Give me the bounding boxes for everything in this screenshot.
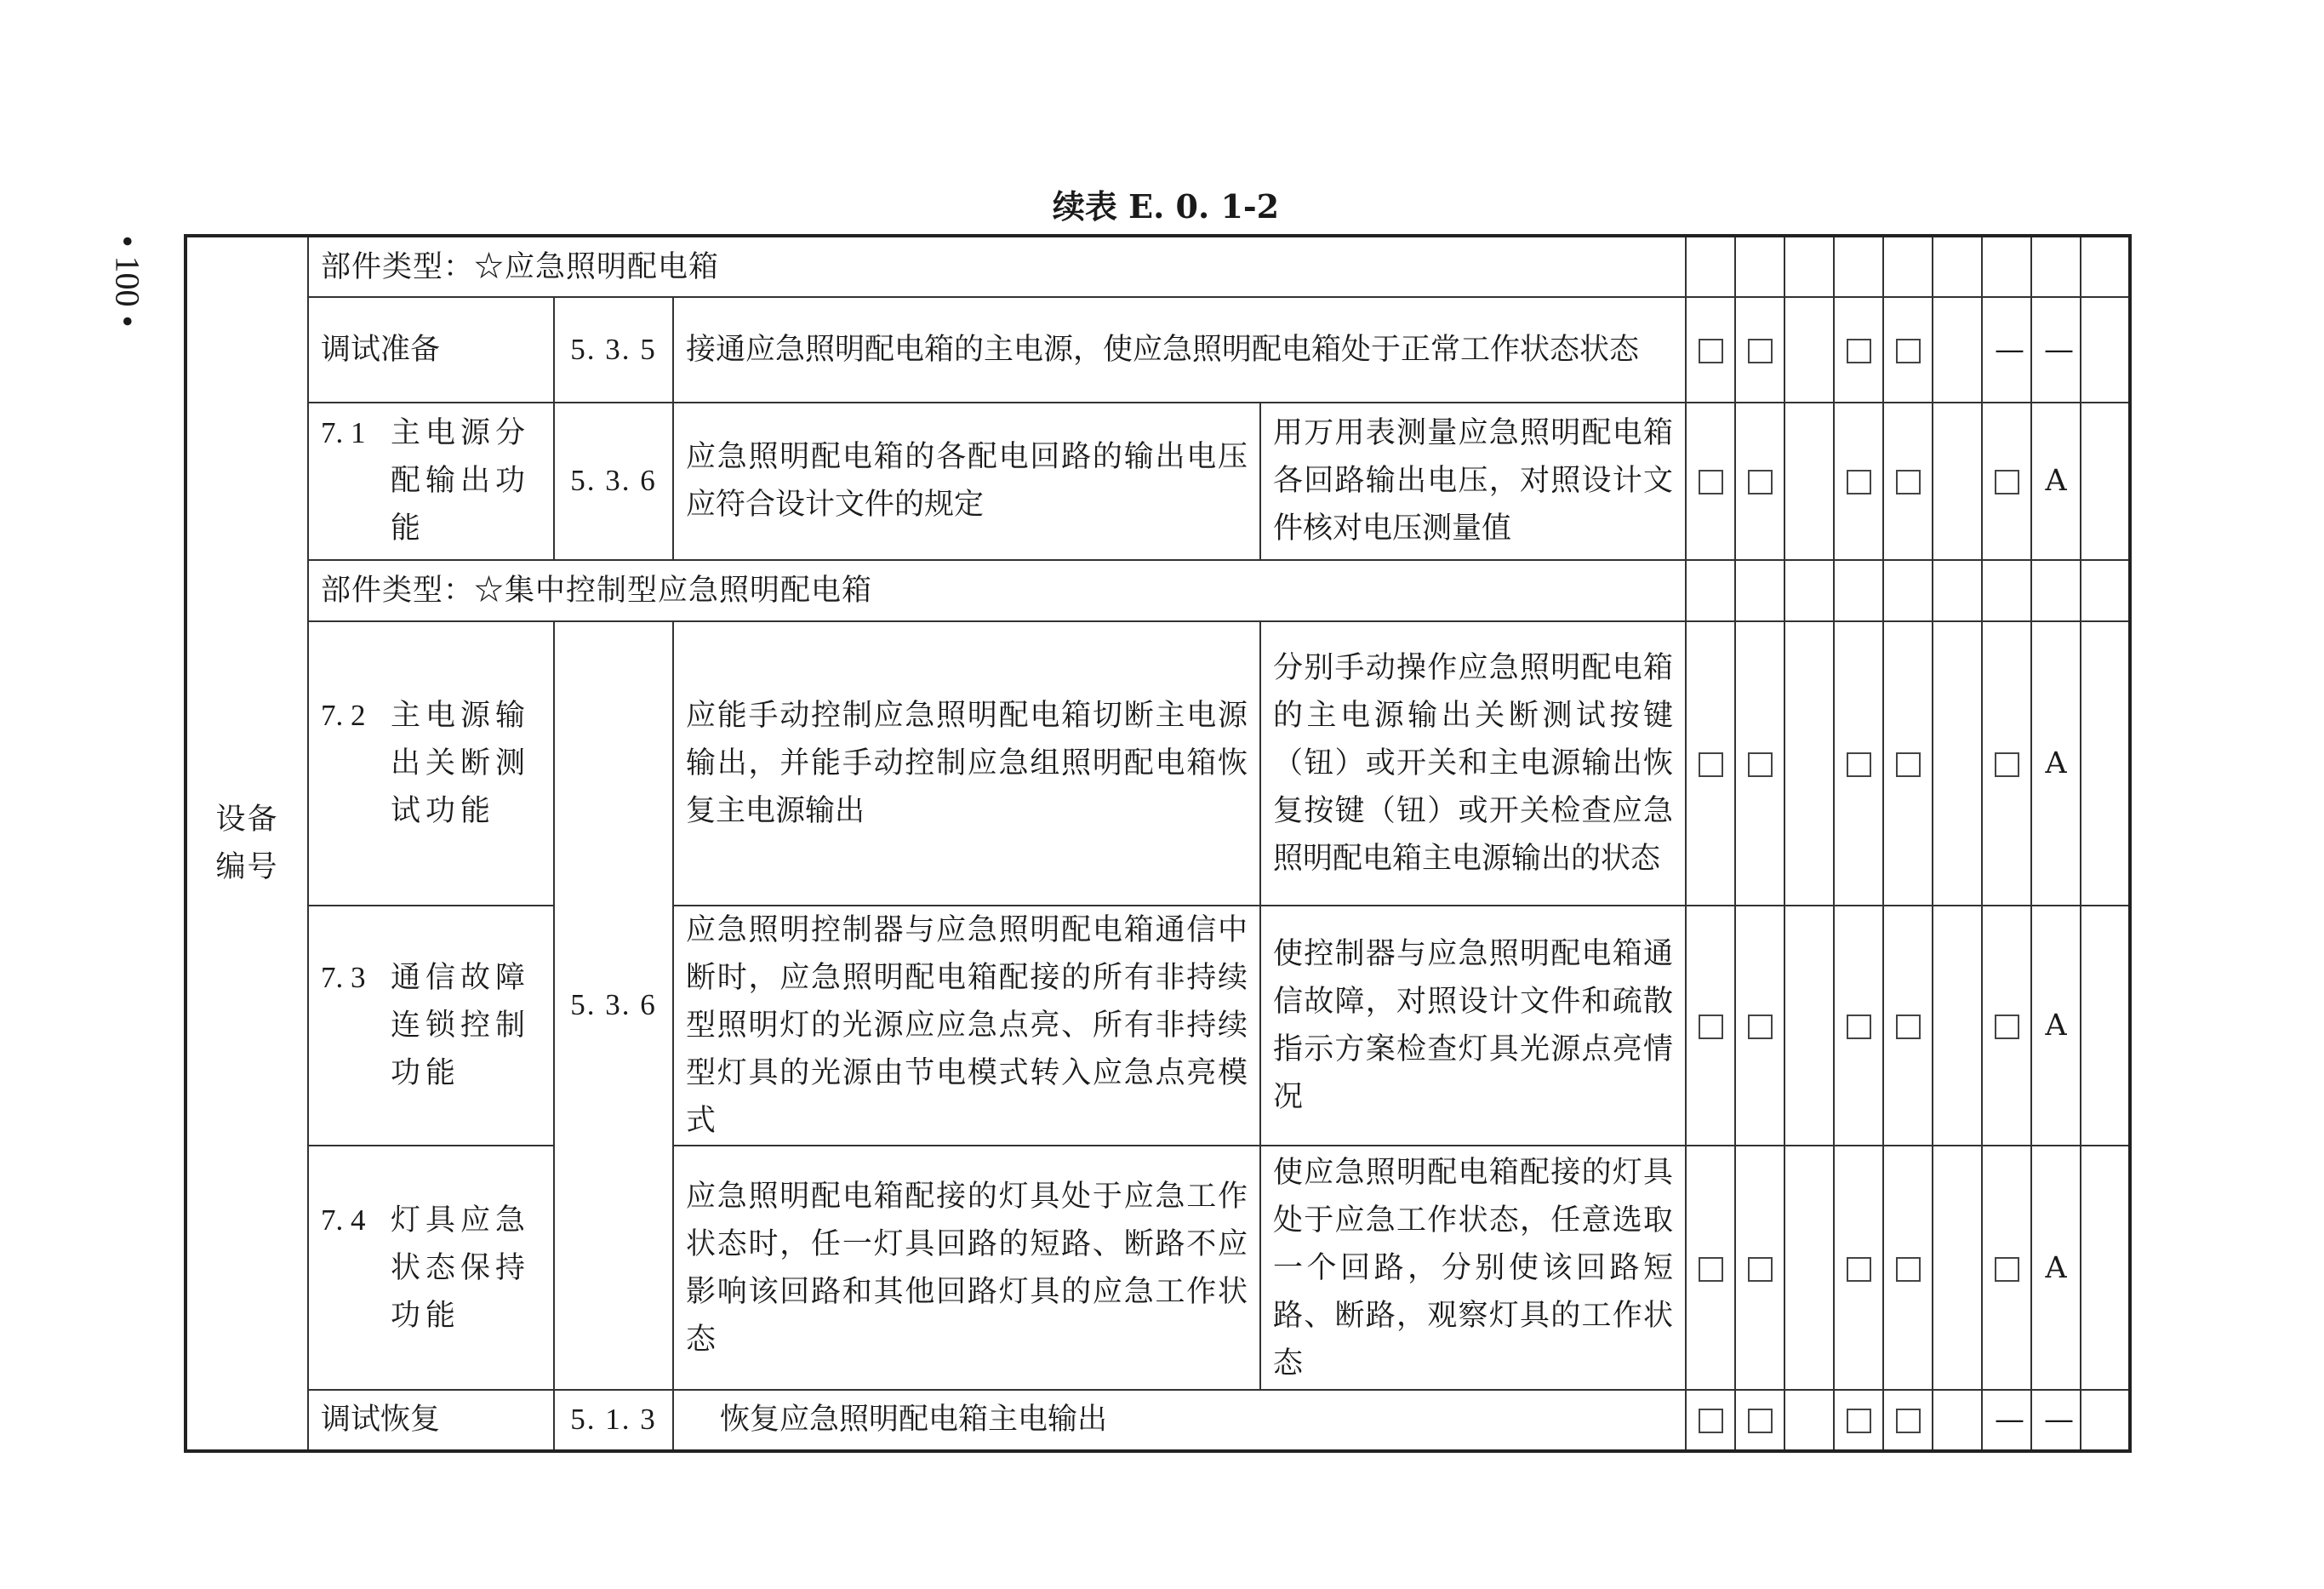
checkbox[interactable] — [1995, 752, 2019, 777]
blank-cell — [1834, 236, 1883, 297]
checkbox[interactable] — [1847, 470, 1871, 494]
clause-cell — [308, 621, 554, 906]
checkbox-cell[interactable] — [1982, 621, 2031, 906]
blank-cell — [2031, 236, 2081, 297]
checkbox-cell[interactable] — [1834, 1390, 1883, 1451]
table-row-7-3 — [186, 906, 2130, 1146]
clause-cell — [308, 403, 554, 559]
blank-cell — [2081, 906, 2130, 1146]
equipment-number-label — [186, 236, 308, 1451]
checkbox-cell[interactable] — [1883, 906, 1933, 1146]
checkbox[interactable] — [1748, 339, 1773, 363]
blank-cell — [1735, 560, 1784, 621]
clause-number: 7. 2 — [321, 698, 366, 732]
checkbox[interactable] — [1896, 1257, 1921, 1282]
blank-cell — [2081, 403, 2130, 559]
grade-mark: A — [2031, 621, 2081, 906]
test-method-text: 使应急照明配电箱配接的灯具处于应急工作状态，任意选取一个回路，分别使该回路短路、断路，观察灯具的工作状态 — [1260, 1146, 1686, 1389]
checkbox-cell[interactable] — [1834, 906, 1883, 1146]
checkbox-cell[interactable] — [1686, 297, 1735, 403]
table-row-7-1 — [186, 403, 2130, 559]
checkbox-cell[interactable] — [1834, 297, 1883, 403]
table-title: 续表 E. 0. 1-2 — [1052, 187, 1280, 226]
restore-requirement: 恢复应急照明配电箱主电输出 — [720, 1403, 1108, 1438]
checkbox[interactable] — [1847, 752, 1871, 777]
blank-cell — [1784, 560, 1834, 621]
checkbox-cell[interactable] — [1834, 403, 1883, 559]
checkbox[interactable] — [1896, 1409, 1921, 1433]
checkbox-cell[interactable] — [1834, 1146, 1883, 1389]
item-label: 调试恢复 — [308, 1390, 554, 1451]
dash-mark: — — [2031, 1390, 2081, 1451]
blank-cell — [2081, 1146, 2130, 1389]
clause-number: 7. 4 — [321, 1203, 366, 1237]
blank-cell — [1933, 1146, 1982, 1389]
grade-mark: A — [2031, 403, 2081, 559]
blank-cell — [1735, 236, 1784, 297]
checkbox-cell[interactable] — [1883, 1390, 1933, 1451]
requirement-text — [673, 1390, 1686, 1451]
checkbox-cell[interactable] — [1883, 621, 1933, 906]
blank-cell — [1933, 403, 1982, 559]
table-row-prep — [186, 297, 2130, 403]
clause-number: 7. 1 — [321, 416, 366, 450]
blank-cell — [2081, 560, 2130, 621]
blank-cell — [1933, 297, 1982, 403]
blank-cell — [1784, 621, 1834, 906]
checkbox[interactable] — [1699, 339, 1723, 363]
section-header-row — [186, 560, 2130, 621]
checkbox-cell[interactable] — [1982, 1146, 2031, 1389]
clause-number: 7. 3 — [321, 961, 366, 995]
checkbox[interactable] — [1896, 1015, 1921, 1039]
checkbox-cell[interactable] — [1982, 906, 2031, 1146]
commissioning-record-table — [184, 234, 2132, 1453]
checkbox-cell[interactable] — [1735, 403, 1784, 559]
checkbox[interactable] — [1699, 752, 1723, 777]
checkbox[interactable] — [1896, 339, 1921, 363]
checkbox[interactable] — [1748, 1015, 1773, 1039]
blank-cell — [1883, 560, 1933, 621]
blank-cell — [2081, 621, 2130, 906]
equipment-label-text: 设备 编号 — [215, 803, 279, 884]
checkbox-cell[interactable] — [1883, 1146, 1933, 1389]
table-row-7-4 — [186, 1146, 2130, 1389]
requirement-text: 应急照明控制器与应急照明配电箱通信中断时，应急照明配电箱配接的所有非持续型照明灯的光源应应急点亮、所有非持续型灯具的光源由节电模式转入应急点亮模式 — [673, 906, 1260, 1146]
clause-name: 通信故障连锁控制功能 — [391, 961, 531, 1091]
requirement-text: 应急照明配电箱配接的灯具处于应急工作状态时，任一灯具回路的短路、断路不应影响该回路和其他回路灯具的应急工作状态 — [673, 1146, 1260, 1389]
checkbox[interactable] — [1847, 1409, 1871, 1433]
dash-mark: — — [2031, 297, 2081, 403]
checkbox[interactable] — [1748, 1257, 1773, 1282]
blank-cell — [1686, 560, 1735, 621]
grade-mark: A — [2031, 906, 2081, 1146]
clause-cell — [308, 1146, 554, 1389]
checkbox-cell[interactable] — [1735, 1146, 1784, 1389]
clause-name: 灯具应急状态保持功能 — [391, 1203, 531, 1333]
checkbox-cell[interactable] — [1686, 1146, 1735, 1389]
blank-cell — [1834, 560, 1883, 621]
section-header-central-box: 部件类型：☆集中控制型应急照明配电箱 — [308, 560, 1686, 621]
section-header-row — [186, 236, 2130, 297]
blank-cell — [1784, 1146, 1834, 1389]
clause-ref: 5. 3. 6 — [554, 621, 673, 1390]
checkbox[interactable] — [1847, 1257, 1871, 1282]
checkbox-cell[interactable] — [1735, 1390, 1784, 1451]
clause-cell — [308, 906, 554, 1146]
checkbox[interactable] — [1699, 1409, 1723, 1433]
checkbox[interactable] — [1896, 470, 1921, 494]
checkbox-cell[interactable] — [1735, 297, 1784, 403]
section-header-distribution-box: 部件类型：☆应急照明配电箱 — [308, 236, 1686, 297]
checkbox[interactable] — [1995, 1015, 2019, 1039]
table-row-7-2 — [186, 621, 2130, 906]
checkbox-cell[interactable] — [1982, 403, 2031, 559]
checkbox[interactable] — [1847, 339, 1871, 363]
checkbox[interactable] — [1847, 1015, 1871, 1039]
clause-name: 主电源分配输出功能 — [391, 416, 531, 546]
checkbox-cell[interactable] — [1834, 621, 1883, 906]
checkbox[interactable] — [1748, 1409, 1773, 1433]
checkbox-cell[interactable] — [1883, 297, 1933, 403]
blank-cell — [1933, 906, 1982, 1146]
clause-ref: 5. 3. 6 — [554, 403, 673, 559]
blank-cell — [2081, 297, 2130, 403]
requirement-text: 应急照明配电箱的各配电回路的输出电压应符合设计文件的规定 — [673, 403, 1260, 559]
blank-cell — [1982, 560, 2031, 621]
page-number: • 100 • — [108, 234, 147, 328]
requirement-text: 接通应急照明配电箱的主电源，使应急照明配电箱处于正常工作状态状态 — [673, 297, 1686, 403]
test-method-text: 使控制器与应急照明配电箱通信故障，对照设计文件和疏散指示方案检查灯具光源点亮情况 — [1260, 906, 1686, 1146]
checkbox[interactable] — [1896, 752, 1921, 777]
blank-cell — [1686, 236, 1735, 297]
grade-mark: A — [2031, 1146, 2081, 1389]
checkbox-cell[interactable] — [1735, 906, 1784, 1146]
blank-cell — [1784, 297, 1834, 403]
test-method-text: 分别手动操作应急照明配电箱的主电源输出关断测试按键（钮）或开关和主电源输出恢复按键（钮）或开关检查应急照明配电箱主电源输出的状态 — [1260, 621, 1686, 906]
dash-mark: — — [1982, 297, 2031, 403]
checkbox[interactable] — [1699, 470, 1723, 494]
checkbox-cell[interactable] — [1686, 906, 1735, 1146]
table-row-restore — [186, 1390, 2130, 1451]
checkbox[interactable] — [1748, 470, 1773, 494]
requirement-text: 应能手动控制应急照明配电箱切断主电源输出，并能手动控制应急组照明配电箱恢复主电源输出 — [673, 621, 1260, 906]
blank-cell — [1933, 1390, 1982, 1451]
checkbox-cell[interactable] — [1686, 621, 1735, 906]
clause-ref: 5. 1. 3 — [554, 1390, 673, 1451]
blank-cell — [1933, 560, 1982, 621]
blank-cell — [1933, 621, 1982, 906]
item-label: 调试准备 — [308, 297, 554, 403]
checkbox[interactable] — [1995, 470, 2019, 494]
blank-cell — [1784, 906, 1834, 1146]
blank-cell — [1883, 236, 1933, 297]
checkbox-cell[interactable] — [1883, 403, 1933, 559]
test-method-text: 用万用表测量应急照明配电箱各回路输出电压，对照设计文件核对电压测量值 — [1260, 403, 1686, 559]
blank-cell — [1784, 403, 1834, 559]
checkbox-cell[interactable] — [1735, 621, 1784, 906]
clause-ref: 5. 3. 5 — [554, 297, 673, 403]
checkbox[interactable] — [1699, 1257, 1723, 1282]
checkbox[interactable] — [1699, 1015, 1723, 1039]
blank-cell — [1982, 236, 2031, 297]
checkbox[interactable] — [1748, 752, 1773, 777]
blank-cell — [2081, 1390, 2130, 1451]
clause-name: 主电源输出关断测试功能 — [391, 698, 531, 828]
checkbox-cell[interactable] — [1686, 1390, 1735, 1451]
blank-cell — [1933, 236, 1982, 297]
blank-cell — [1784, 236, 1834, 297]
blank-cell — [2031, 560, 2081, 621]
checkbox[interactable] — [1995, 1257, 2019, 1282]
dash-mark: — — [1982, 1390, 2031, 1451]
blank-cell — [2081, 236, 2130, 297]
checkbox-cell[interactable] — [1686, 403, 1735, 559]
blank-cell — [1784, 1390, 1834, 1451]
